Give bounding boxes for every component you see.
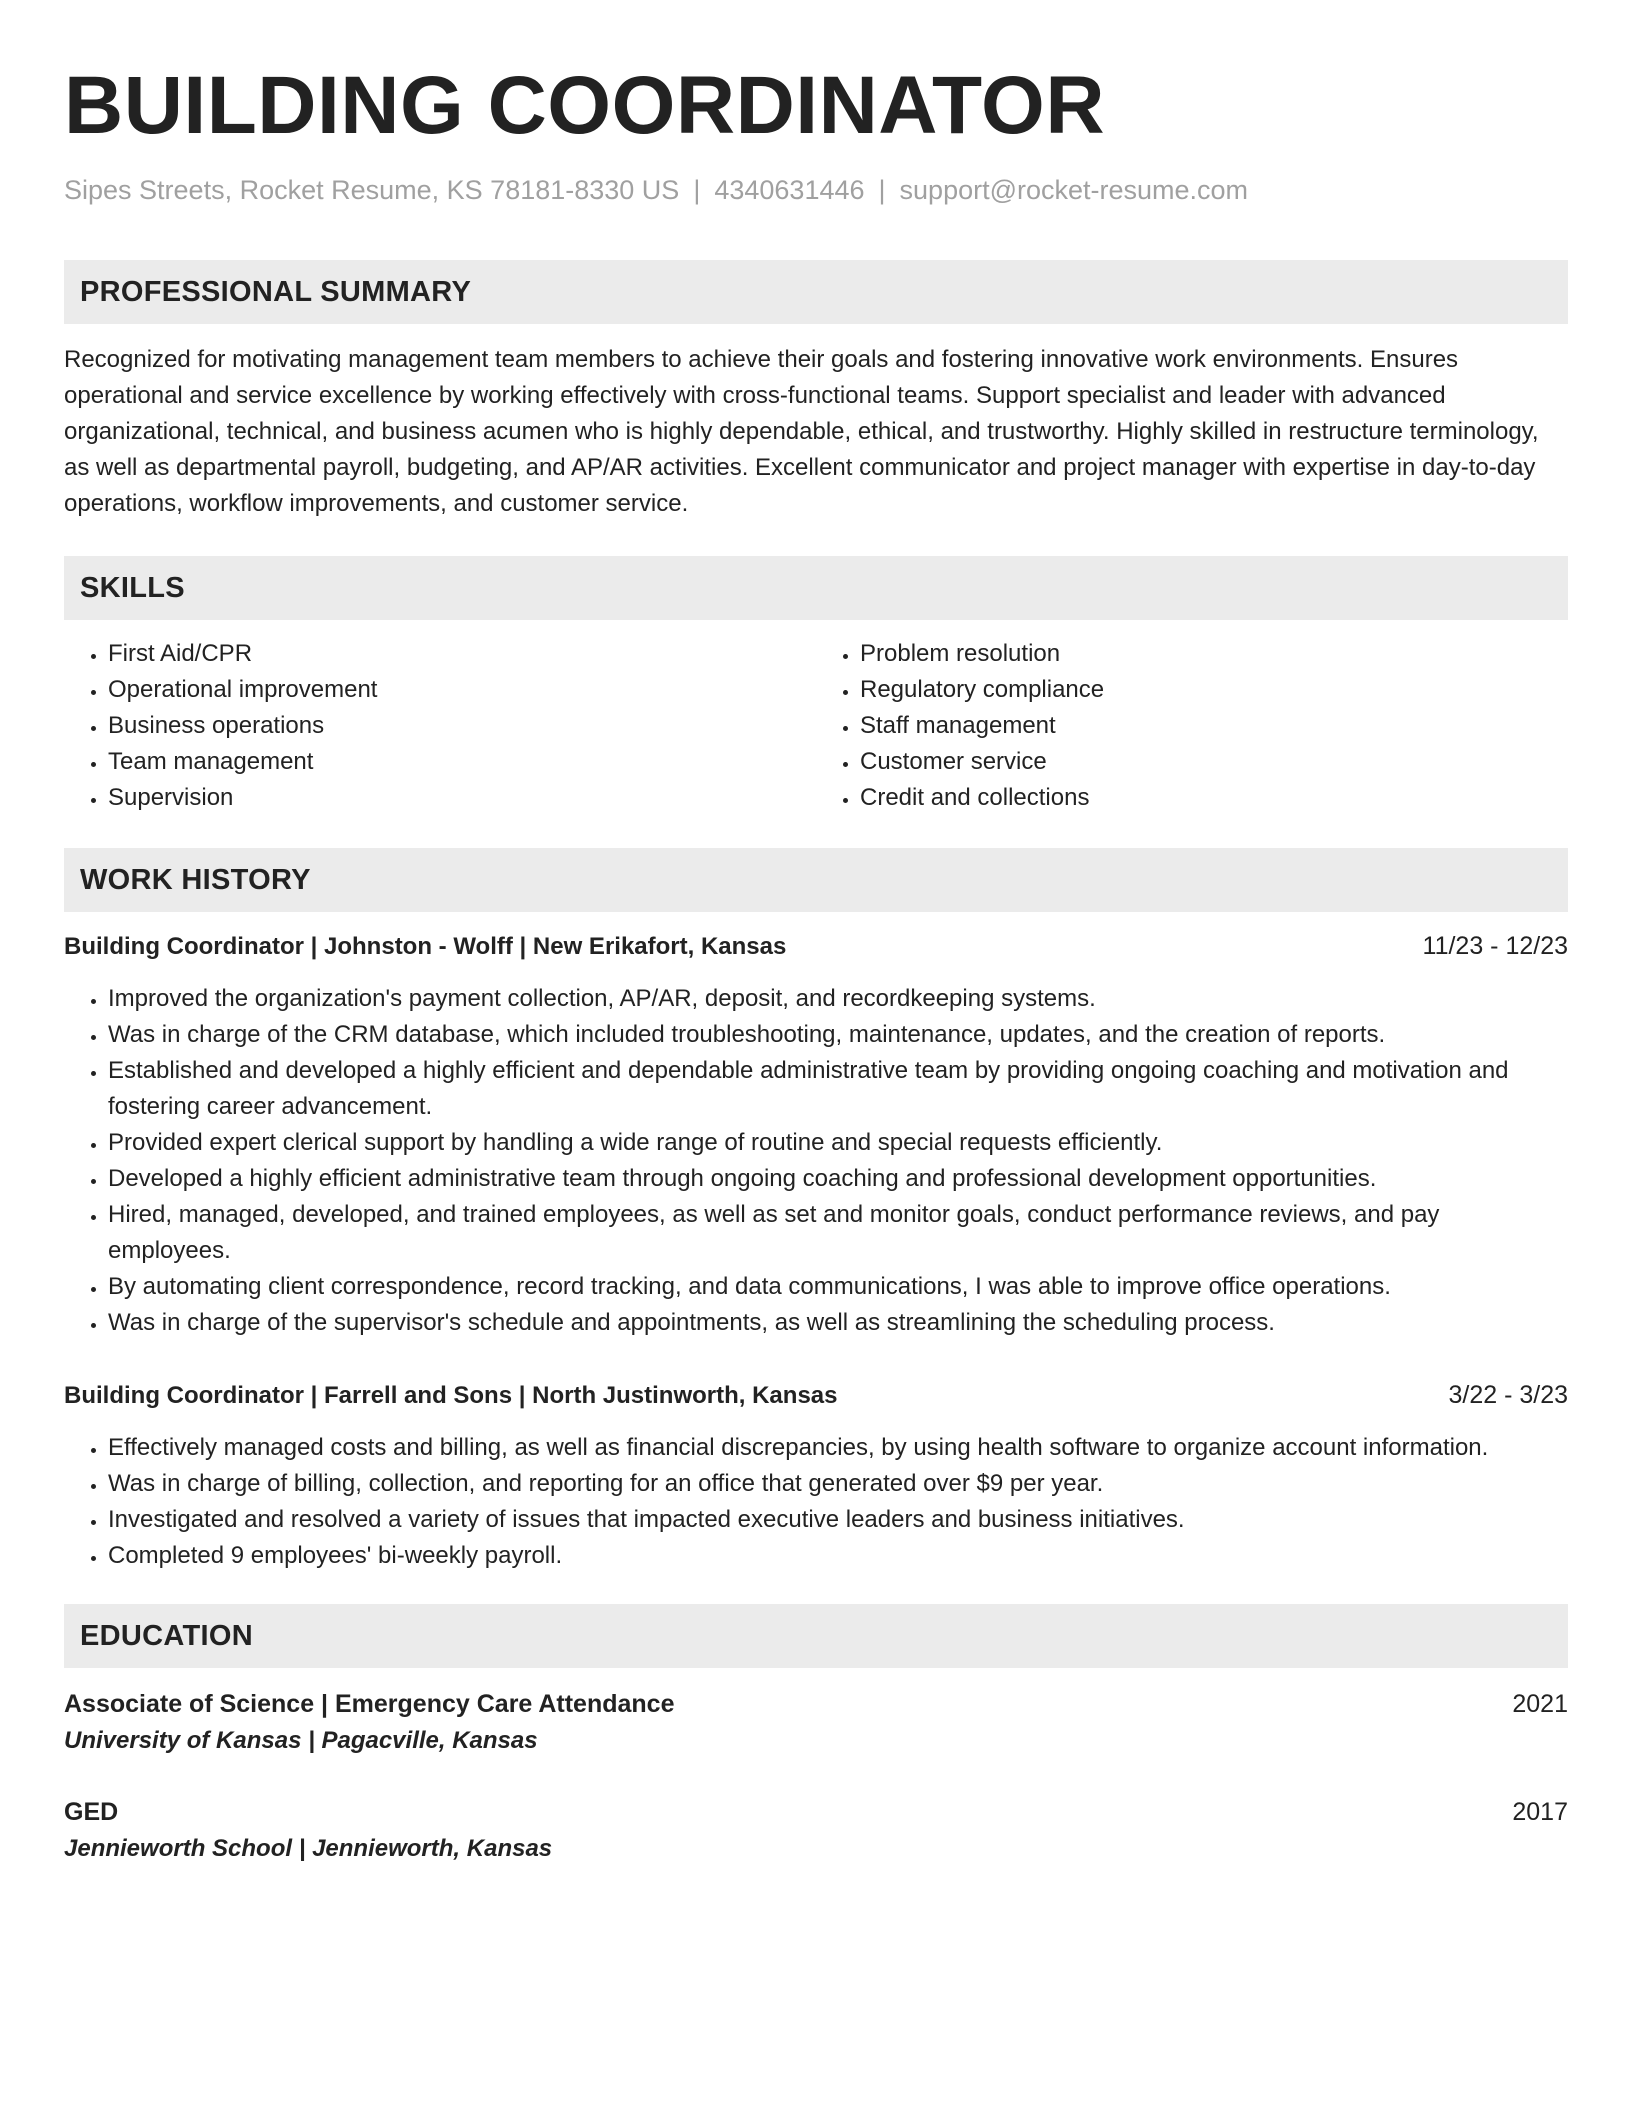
job-bullet: • Effectively managed costs and billing, as well as financial discrepancies, by using health software to organize account information. <box>108 1430 1568 1466</box>
job-header <box>64 928 1568 965</box>
education-entry <box>64 1686 1568 1760</box>
job-bullet: • Investigated and resolved a variety of issues that impacted executive leaders and business initiatives. <box>108 1502 1568 1538</box>
education-section-header <box>64 1604 1568 1668</box>
job-bullet: • Completed 9 employees' bi-weekly payroll. <box>108 1538 1568 1574</box>
contact-separator: | <box>878 175 886 205</box>
skill-item: • Business operations <box>108 708 816 744</box>
skills-grid <box>64 636 1568 816</box>
skill-item: • First Aid/CPR <box>108 636 816 672</box>
skill-item: • Problem resolution <box>860 636 1568 672</box>
skill-item: • Operational improvement <box>108 672 816 708</box>
skill-item: • Credit and collections <box>860 780 1568 816</box>
job-title: Building Coordinator | Johnston - Wolff | New Erikafort, Kansas <box>64 933 787 960</box>
school-name: University of Kansas | Pagacville, Kansas <box>64 1727 538 1754</box>
skills-section-header <box>64 556 1568 620</box>
skills-column-right <box>816 636 1568 816</box>
job-bullets <box>64 981 1568 1341</box>
summary-heading: PROFESSIONAL SUMMARY <box>80 275 472 308</box>
job-bullet: • Hired, managed, developed, and trained employees, as well as set and monitor goals, conduct performance reviews, and pay employees. <box>108 1197 1568 1269</box>
candidate-name: BUILDING COORDINATOR <box>64 60 1106 151</box>
skill-item: • Team management <box>108 744 816 780</box>
work-section-header <box>64 848 1568 912</box>
contact-email: support@rocket-resume.com <box>899 175 1249 205</box>
education-year: 2021 <box>1512 1690 1568 1718</box>
school-name: Jennieworth School | Jennieworth, Kansas <box>64 1835 553 1862</box>
contact-line <box>64 172 1568 208</box>
skills-column-left <box>64 636 816 816</box>
job-bullet: • Was in charge of billing, collection, and reporting for an office that generated over $9 per year. <box>108 1466 1568 1502</box>
summary-text: Recognized for motivating management team members to achieve their goals and fostering innovative work environments. Ensures operational and service excellence by working effectively with cross-functional teams. Support specialist and leader with advanced organizational, technical, and business acumen who is highly dependable, ethical, and trustworthy. Highly skilled in restructure terminology, as well as departmental payroll, budgeting, and AP/AR activities. Excellent communicator and project manager with expertise in day-to-day operations, workflow improvements, and customer service. <box>64 346 1539 517</box>
degree-title: Associate of Science | Emergency Care Attendance <box>64 1690 675 1718</box>
job-bullet: • Was in charge of the CRM database, which included troubleshooting, maintenance, updates, and the creation of reports. <box>108 1017 1568 1053</box>
job-entry <box>64 928 1568 1341</box>
job-header <box>64 1377 1568 1414</box>
contact-separator: | <box>693 175 701 205</box>
education-year: 2017 <box>1512 1798 1568 1826</box>
education-entry <box>64 1794 1568 1868</box>
job-dates: 3/22 - 3/23 <box>1448 1381 1568 1409</box>
degree-title: GED <box>64 1798 119 1826</box>
skill-item: • Customer service <box>860 744 1568 780</box>
job-title: Building Coordinator | Farrell and Sons | North Justinworth, Kansas <box>64 1382 838 1409</box>
job-bullet: • Provided expert clerical support by handling a wide range of routine and special requests efficiently. <box>108 1125 1568 1161</box>
contact-address: Sipes Streets, Rocket Resume, KS 78181-8330 US <box>64 175 680 205</box>
job-bullet: • Was in charge of the supervisor's schedule and appointments, as well as streamlining the scheduling process. <box>108 1305 1568 1341</box>
skill-item: • Regulatory compliance <box>860 672 1568 708</box>
contact-phone: 4340631446 <box>714 175 865 205</box>
job-dates: 11/23 - 12/23 <box>1422 932 1568 960</box>
job-entry <box>64 1377 1568 1574</box>
job-bullet: • By automating client correspondence, record tracking, and data communications, I was able to improve office operations. <box>108 1269 1568 1305</box>
skills-heading: SKILLS <box>80 571 185 604</box>
job-bullet: • Established and developed a highly efficient and dependable administrative team by providing ongoing coaching and motivation and fostering career advancement. <box>108 1053 1568 1125</box>
education-heading: EDUCATION <box>80 1619 253 1652</box>
education-header <box>64 1686 1568 1722</box>
job-bullet: • Improved the organization's payment collection, AP/AR, deposit, and recordkeeping systems. <box>108 981 1568 1017</box>
summary-section-header <box>64 260 1568 324</box>
job-bullet: • Developed a highly efficient administrative team through ongoing coaching and professional development opportunities. <box>108 1161 1568 1197</box>
skill-item: • Supervision <box>108 780 816 816</box>
job-bullets <box>64 1430 1568 1574</box>
work-heading: WORK HISTORY <box>80 863 311 896</box>
skill-item: • Staff management <box>860 708 1568 744</box>
education-header <box>64 1794 1568 1830</box>
